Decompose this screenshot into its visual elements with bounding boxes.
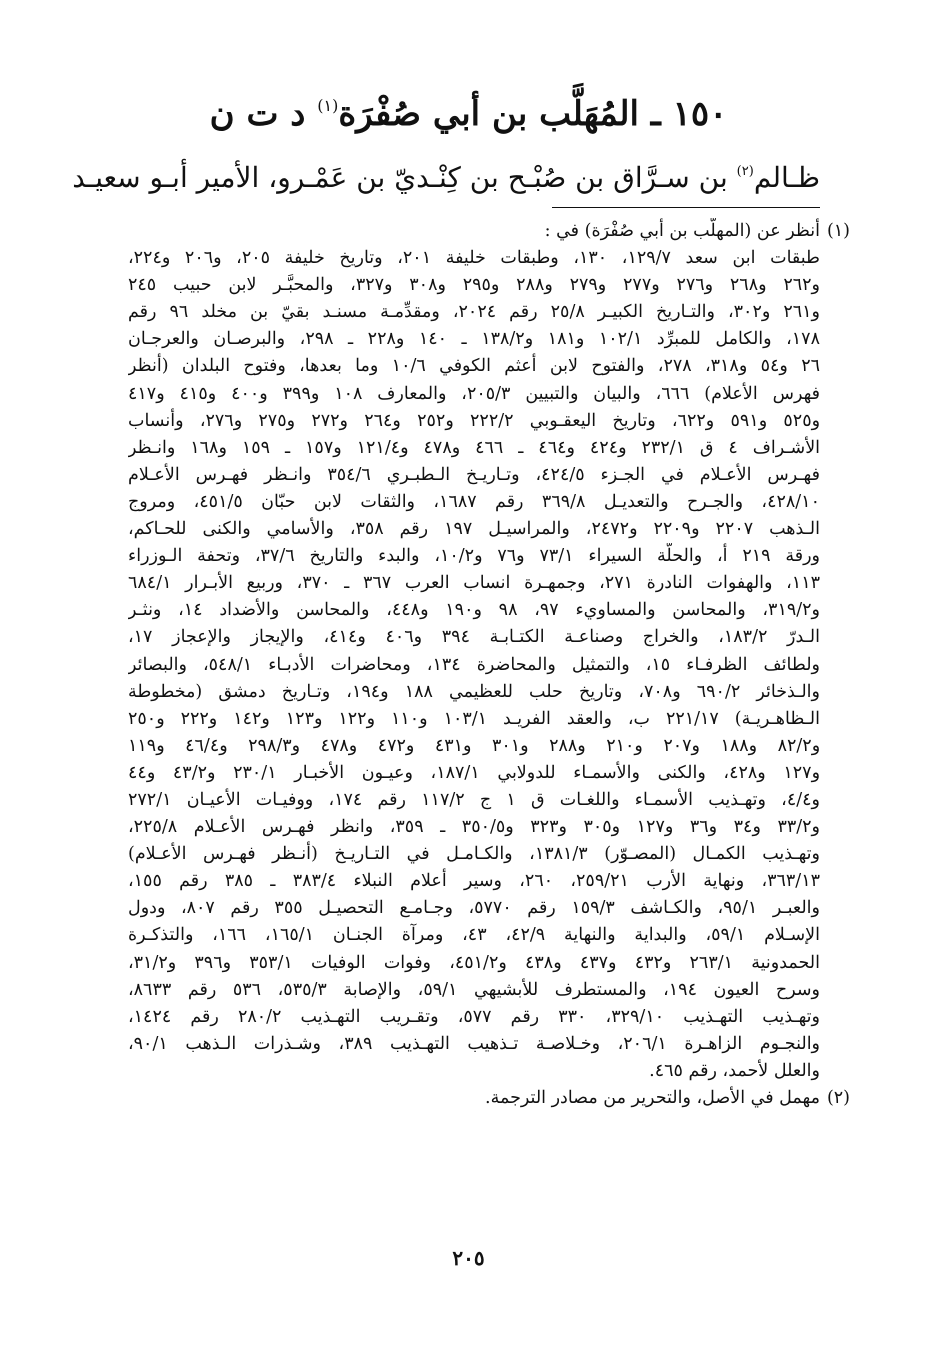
entry-name: المُهَلَّب بن أبي صُفْرَة [338,94,639,134]
footnote-line: ولطائف الظرفـاء ١٥، والتمثيل والمحاضرة ١٣٤، ومحاضرات الأدبـاء ٥٤٨/١، والبصائر [128,654,820,675]
footnote-line: والعلل لأحمد، رقم ٤٦٥. [649,1060,820,1081]
footnote-ref-2[interactable]: (٢) [736,164,754,179]
entry-sigla: د ت ن [209,94,306,134]
footnote-line: الإسـلام ٥٩/١، والبداية والنهاية ٤٢/٩، ٤٣، ومرآة الجنـان ١٦٥/١، ١٦٦، والتذكـرة [128,925,820,946]
footnote-number: (١) [826,221,850,241]
footnote-ref-1[interactable]: (١) [317,96,339,115]
footnote-line: و٢٦١ و٣٠٢، والتـاريخ الكبيـر ٢٥/٨ رقم ٢٠٢٤، ومقدِّمـة مسنـد بقيّ بن مخلد ٩٦ رقم [128,302,820,323]
footnote-line: الـذهب ٢٢٠٧ و٢٢٠٩ و٢٤٧٢، والمراسيـل ١٩٧ رقم ٣٥٨، والأسامي والكنى للحـاكم، [128,519,820,540]
footnote-line: أنظر عن (المهلَّب بن أبي صُفْرَة) في : [544,221,820,241]
page-number: ٢٠٥ [452,1246,485,1270]
footnote-line: مهمل في الأصل، والتحرير من مصادر الترجمة. [485,1088,820,1108]
footnote-line: الـدرّ ١٨٣/٢، والخراج وصناعـة الكتـابـة ٣٩٤ و٤٠٦ و٤١٤، والإيجاز والإعجاز ١٧، [128,627,820,648]
biography-line [72,152,820,198]
footnote-divider [552,207,820,208]
footnote-line: ورقة ٢١٩ أ، والحلّة السيراء ٧٣/١ و٧٦ و١٠/٢، والبدء والتاريخ ٣٧/٦، وتحفة الـوزراء [128,546,820,567]
footnote-line: والعبـر ٩٥/١، والكـاشف ١٥٩/٣ رقم ٥٧٧٠، وجـامـع التحصيـل ٣٥٥ رقم ٨٠٧، ودول [128,898,820,919]
footnote-line: فهرس الأعلام) ٦٦٦، والبيان والتبيين ٢٠٥/٣، والمعارف ١٠٨ و٣٩٩ و٤٠٠ و٤١٥ و٤١٧ [128,383,820,404]
footnote-line: و٨٢/٢ و١٨٨ و٢٠٧ و٢١٠ و٢٨٨ و٣٠١ و٤٣١ و٤٧٢ و٤٧٨ و٢٩٨/٣ و٤٦/٤ و١١٩ [128,735,820,756]
footnote-2 [128,1085,850,1112]
footnote-line: و٤/٤، وتهـذيب الأسمـاء واللغـات ق ١ ج ١١٧/٢ رقم ١٧٤، ووفيـات الأعيـان ٢٧٢/١ [128,789,820,810]
footnote-1 [128,218,850,1085]
footnote-line: طبقات ابن سعد ١٢٩/٧، ١٣٠، وطبقات خليفة ٢٠١، وتاريخ خليفة ٢٠٥، و٢٠٦ و٢٢٤، [128,248,820,269]
footnote-number: (٢) [826,1088,850,1108]
footnotes-section [128,218,850,1112]
footnote-line: ١٧٨، والكامل للمبرِّد ١٠٢/١ و١٨١ و١٣٨/٢ ـ ١٤٠ و٢٢٨ ـ ٢٩٨، والبرصـان والعرجـان [128,329,820,350]
footnote-line: الحمدونية ٢٦٣/١ و٤٣٢ و٤٣٧ و٤٣٨ و٤٥١/٢، وفوات الوفيات ٣٥٣/١ و٣٩٦ و٣١/٢، [128,952,820,973]
footnote-line: ١١٣، والهفوات النادرة ٢٧١، وجمهـرة انساب العرب ٣٦٧ ـ ٣٧٠، وربيع الأبـرار ٦٨٤/١ [128,573,820,594]
footnote-line: و٣٣/٢ و٣٤ و٣٦ و١٢٧ و٣٠٥ و٣٢٣ و٣٥٠/٥ ـ ٣٥٩، وانظر فهـرس الأعـلام ٢٢٥/٨، [128,817,820,838]
entry-separator: ـ [650,94,661,134]
entry-number: ١٥٠ [672,94,728,134]
footnote-line: و٢٦٢ و٢٦٨ و٢٧٦ و٢٧٧ و٢٧٩ و٢٨٨ و٢٩٥ و٣٠٨ و٣٢٧، والمحبَّـر لابن حبيب ٢٤٥ [128,275,820,296]
footnote-line: وسرح العيون ١٩٤، والمستطرف للأبشيهي ٥٩/١، والإصابة ٥٣٥/٣، ٥٣٦ رقم ٨٦٣٣، [128,979,820,1000]
footnote-line: ٢٦ و٥٤ و٣١٨، ٢٧٨، والفتوح لابن أعثم الكوفي ١٠/٦ وما بعدها، وفتوح البلدان (أنظر [128,356,820,377]
footnote-line: وتهـذيب الكمـال (المصـوّر) ١٣٨١/٣، والكـامـل في التـاريـخ (أنـظر فهـرس الأعـلام) [128,844,820,865]
footnote-line: والـذخائر ٦٩٠/٢ و٧٠٨، وتاريخ حلب للعظيمي ١٨٨ و١٩٤، وتـاريخ دمشق (مخطوطة [128,681,820,702]
entry-title [0,82,937,138]
bio-first-word: ظـالم [753,161,820,194]
footnote-line: وتهـذيب التهـذيب ٣٢٩/١٠، ٣٣٠ رقم ٥٧٧، وتقـريب التهـذيب ٢٨٠/٢ رقم ١٤٢٤، [128,1006,820,1027]
footnote-line: ٤٢٨/١٠، والجـرح والتعديـل ٣٦٩/٨ رقم ١٦٨٧، والثقات لابن حبّان ٤٥١/٥، ومروج [128,491,820,512]
footnote-line: الـظاهـريـة) ٢٢١/١٧ ب، والعقد الفريـد ١٠٣/١ و١١٠ و١٢٢ و١٢٣ و١٤٢ و٢٢٢ و٢٥٠ [128,708,820,729]
footnote-line: الأشـراف ٤ ق ٢٣٢/١ و٤٢٤ و٤٦٤ ـ ٤٦٦ و٤٧٨ و١٢١/٤ و١٥٧ ـ ١٥٩ و١٦٨ وانـظر [128,437,820,458]
footnote-line: و١٢٧ و٤٢٨، والكنى والأسمـاء للدولابي ١٨٧/١، وعيـون الأخبـار ٢٣٠/١ و٤٣/٢ و٤٤ [128,762,820,783]
footnote-line: والنجـوم الزاهـرة ٢٠٦/١، وخـلاصـة تـذهيب التهـذيب ٣٨٩، وشـذرات الـذهب ٩٠/١، [128,1033,820,1054]
bio-rest: بن سـرَّاق بن صُبْـح بن كِنْـديّ بن عَمْـرو، الأمير أبـو سعيـد [72,161,728,194]
footnote-line: فهـرس الأعـلام في الجـزء ٤٢٤/٥، وتـاريـخ الـطبـري ٣٥٤/٦ وانـظر فهـرس الأعـلام [128,464,820,485]
footnote-line: و٣١٩/٢، والمحاسن والمساويء ٩٧، ٩٨ و١٩٠ و٤٤٨، والمحاسن والأضداد ١٤، ونثـر [128,600,820,621]
footnote-body [128,1085,820,1112]
footnote-line: و٥٢٥ و٥٩١ و٦٢٢، وتاريخ اليعقـوبي ٢٢٢/٢ و٢٥٢ و٢٦٤ و٢٧٢ و٢٧٥ و٢٧٦، وأنساب [128,410,820,431]
footnote-body [128,218,820,1085]
footnote-line: ٣٦٣/١٣، ونهاية الأرب ٢٥٩/٢١، ٢٦٠، وسير أعلام النبلاء ٣٨٣/٤ ـ ٣٨٥ رقم ١٥٥، [128,871,820,892]
